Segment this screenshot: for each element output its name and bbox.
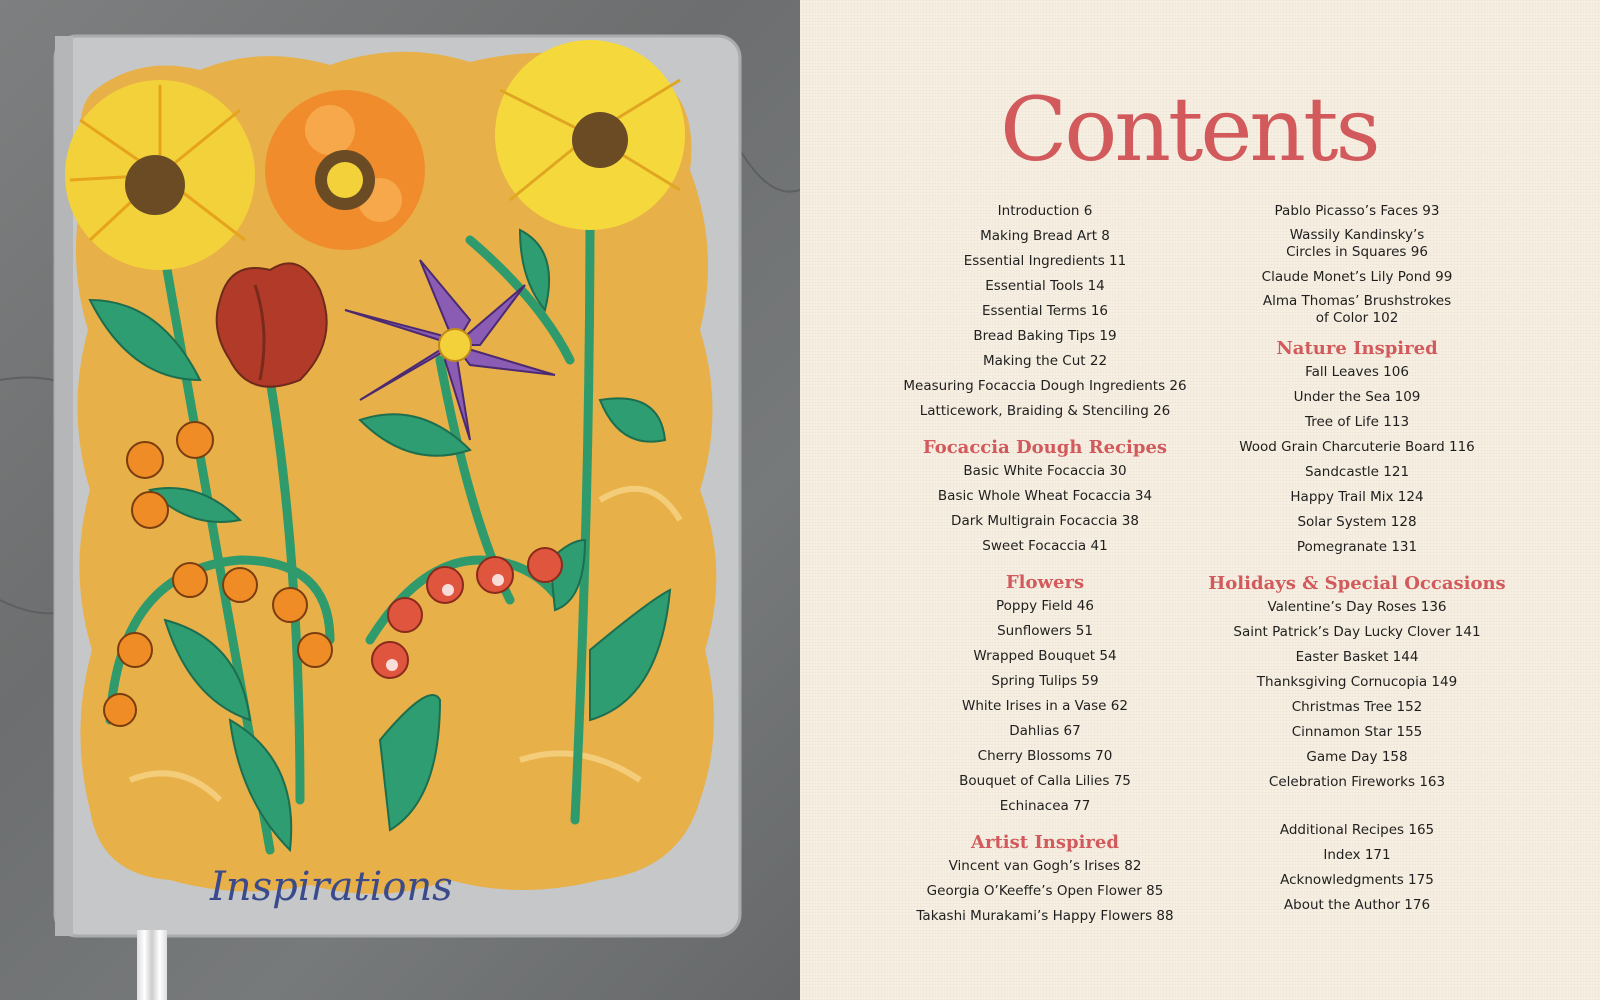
- toc-entry[interactable]: Fall Leaves 106: [1305, 364, 1409, 380]
- toc-entry[interactable]: Bread Baking Tips 19: [973, 328, 1117, 344]
- orange-flower: [265, 90, 425, 250]
- toc-entry-line: Circles in Squares 96: [1286, 243, 1428, 260]
- toc-entry-two-line[interactable]: [1192, 293, 1522, 334]
- toc-entry[interactable]: Christmas Tree 152: [1291, 699, 1423, 715]
- toc-entry[interactable]: Pomegranate 131: [1296, 539, 1418, 555]
- section-heading-focaccia: Focaccia Dough Recipes: [922, 437, 1168, 458]
- toc-entry[interactable]: About the Author 176: [1283, 897, 1431, 913]
- toc-entry[interactable]: Introduction 6: [997, 203, 1093, 219]
- contents-title: Contents: [1000, 78, 1378, 181]
- toc-entry[interactable]: Basic Whole Wheat Focaccia 34: [937, 488, 1153, 504]
- toc-entry[interactable]: Under the Sea 109: [1293, 389, 1421, 405]
- spacer: [1192, 798, 1522, 821]
- section-heading-holidays: Holidays & Special Occasions: [1208, 573, 1506, 594]
- toc-entry[interactable]: Poppy Field 46: [996, 598, 1094, 614]
- toc-entry[interactable]: Spring Tulips 59: [991, 673, 1099, 689]
- toc-entry[interactable]: Measuring Focaccia Dough Ingredients 26: [903, 378, 1187, 394]
- toc-entry-two-line[interactable]: [1192, 227, 1522, 268]
- toc-entry[interactable]: Making the Cut 22: [982, 353, 1108, 369]
- section-heading-flowers: Flowers: [1005, 572, 1085, 593]
- toc-entry[interactable]: Cinnamon Star 155: [1291, 724, 1423, 740]
- toc-entry[interactable]: Valentine’s Day Roses 136: [1267, 599, 1447, 615]
- toc-entry[interactable]: Dahlias 67: [1009, 723, 1081, 739]
- contents-page: [800, 0, 1600, 1000]
- cover-script-text: Inspirations: [210, 864, 453, 910]
- toc-entry[interactable]: Game Day 158: [1306, 749, 1408, 765]
- toc-entry[interactable]: Index 171: [1323, 847, 1391, 863]
- toc-entry[interactable]: Pablo Picasso’s Faces 93: [1274, 203, 1440, 219]
- contents-column-1: [895, 202, 1195, 932]
- toc-entry[interactable]: Solar System 128: [1297, 514, 1417, 530]
- toc-entry[interactable]: Saint Patrick’s Day Lucky Clover 141: [1233, 624, 1481, 640]
- toc-entry[interactable]: Tree of Life 113: [1304, 414, 1410, 430]
- toc-entry[interactable]: Making Bread Art 8: [980, 228, 1110, 244]
- toc-entry[interactable]: Dark Multigrain Focaccia 38: [951, 513, 1139, 529]
- toc-entry[interactable]: Essential Terms 16: [981, 303, 1109, 319]
- toc-entry-line: of Color 102: [1315, 309, 1399, 326]
- intro-list: [895, 202, 1195, 427]
- toc-entry[interactable]: Latticework, Braiding & Stenciling 26: [919, 403, 1171, 419]
- toc-entry[interactable]: Georgia O’Keeffe’s Open Flower 85: [926, 883, 1164, 899]
- yellow-flower-left: [65, 80, 255, 270]
- yellow-flower-right: [495, 40, 685, 230]
- toc-entry[interactable]: Thanksgiving Cornucopia 149: [1256, 674, 1458, 690]
- toc-entry[interactable]: Takashi Murakami’s Happy Flowers 88: [916, 908, 1174, 924]
- toc-entry[interactable]: Sandcastle 121: [1304, 464, 1410, 480]
- contents-column-2: [1192, 202, 1522, 921]
- toc-entry[interactable]: White Irises in a Vase 62: [962, 698, 1128, 714]
- toc-entry[interactable]: Echinacea 77: [999, 798, 1091, 814]
- toc-entry-line: Wassily Kandinsky’s: [1289, 227, 1425, 243]
- toc-entry[interactable]: Essential Ingredients 11: [963, 253, 1127, 269]
- toc-entry[interactable]: Essential Tools 14: [985, 278, 1105, 294]
- toc-entry[interactable]: Vincent van Gogh’s Irises 82: [948, 858, 1142, 874]
- toc-entry[interactable]: Wrapped Bouquet 54: [973, 648, 1117, 664]
- toc-entry[interactable]: Sweet Focaccia 41: [982, 538, 1108, 554]
- section-heading-artist: Artist Inspired: [971, 832, 1119, 853]
- ribbon-bookmark: [137, 930, 167, 1000]
- toc-entry[interactable]: Happy Trail Mix 124: [1290, 489, 1424, 505]
- section-heading-nature: Nature Inspired: [1276, 338, 1438, 359]
- toc-entry[interactable]: Sunflowers 51: [997, 623, 1093, 639]
- toc-entry[interactable]: Acknowledgments 175: [1280, 872, 1434, 888]
- toc-entry[interactable]: Easter Basket 144: [1295, 649, 1419, 665]
- toc-entry[interactable]: Cherry Blossoms 70: [977, 748, 1113, 764]
- toc-entry-line: Alma Thomas’ Brushstrokes: [1262, 293, 1452, 309]
- toc-entry[interactable]: Claude Monet’s Lily Pond 99: [1261, 269, 1453, 285]
- toc-entry[interactable]: Basic White Focaccia 30: [963, 463, 1127, 479]
- toc-entry[interactable]: Additional Recipes 165: [1279, 822, 1435, 838]
- toc-entry[interactable]: Celebration Fireworks 163: [1268, 774, 1446, 790]
- toc-entry[interactable]: Bouquet of Calla Lilies 75: [959, 773, 1131, 789]
- toc-entry[interactable]: Wood Grain Charcuterie Board 116: [1239, 439, 1475, 455]
